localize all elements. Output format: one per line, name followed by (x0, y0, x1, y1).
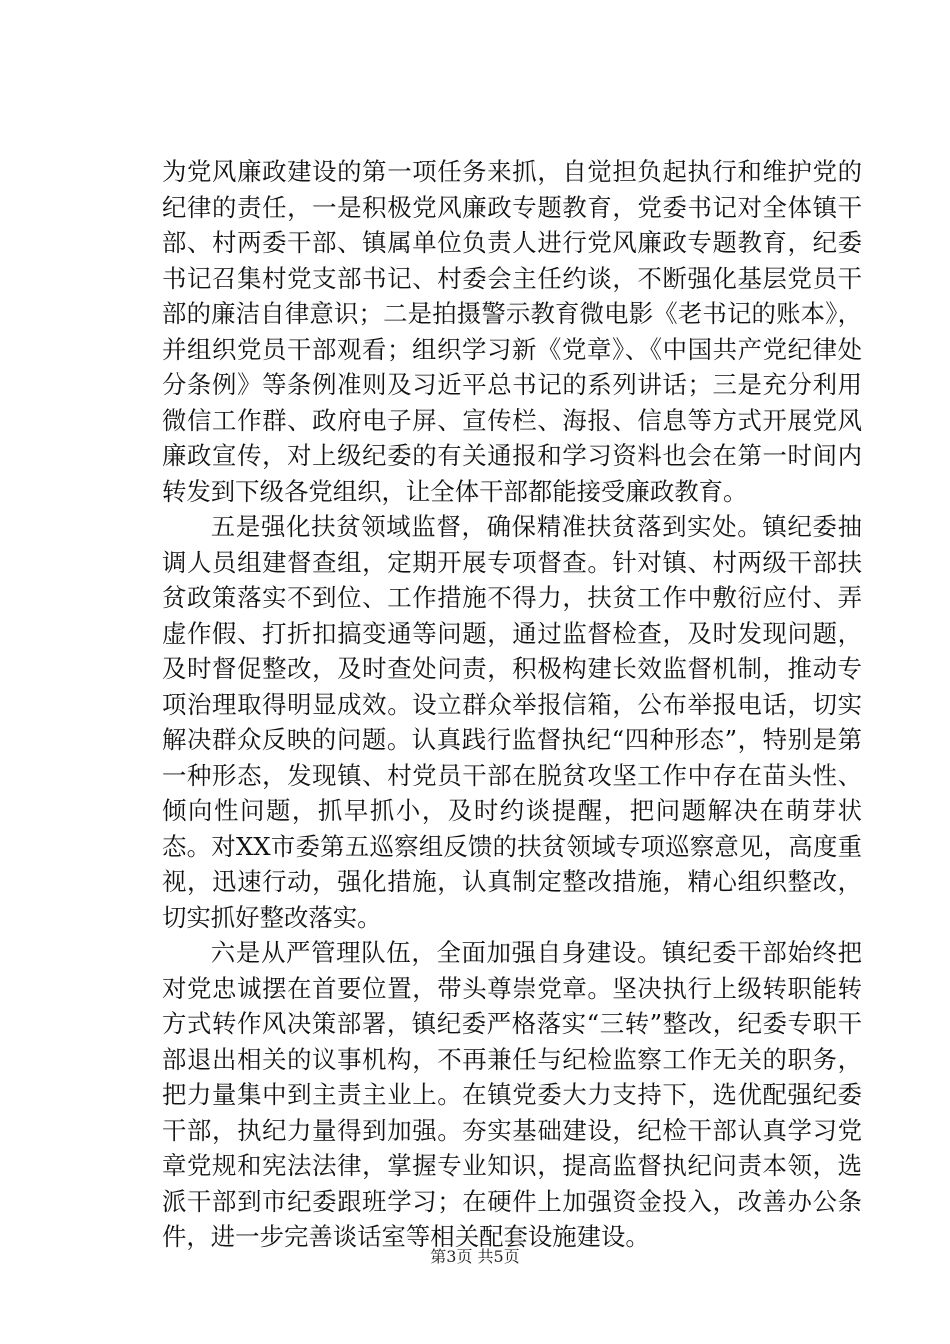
paragraph-continuation: 为党风廉政建设的第一项任务来抓，自觉担负起执行和维护党的纪律的责任，一是积极党风廉政专题教育，党委书记对全体镇干部、村两委干部、镇属单位负责人进行党风廉政专题教育，纪委书记召集村党支部书记、村委会主任约谈，不断强化基层党员干部的廉洁自律意识；二是拍摄警示教育微电影《老书记的账本》，并组织党员干部观看；组织学习新《党章》、《中国共产党纪律处分条例》等条例准则及习近平总书记的系列讲话；三是充分利用微信工作群、政府电子屏、宣传栏、海报、信息等方式开展党风廉政宣传，对上级纪委的有关通报和学习资料也会在第一时间内转发到下级各党组织，让全体干部都能接受廉政教育。 (162, 157, 862, 506)
paragraph-item-six: 六是从严管理队伍，全面加强自身建设。镇纪委干部始终把对党忠诚摆在首要位置，带头尊崇党章。坚决执行上级转职能转方式转作风决策部署，镇纪委严格落实“三转”整改，纪委专职干部退出相关的议事机构，不再兼任与纪检监察工作无关的职务，把力量集中到主责主业上。在镇党委大力支持下，选优配强纪委干部，执纪力量得到加强。夯实基础建设，纪检干部认真学习党章党规和宪法法律，掌握专业知识，提高监督执纪问责本领，选派干部到市纪委跟班学习；在硬件上加强资金投入，改善办公条件，进一步完善谈话室等相关配套设施建设。 (162, 938, 862, 1251)
paragraph-item-five: 五是强化扶贫领域监督，确保精准扶贫落到实处。镇纪委抽调人员组建督查组，定期开展专项督查。针对镇、村两级干部扶贫政策落实不到位、工作措施不得力，扶贫工作中敷衍应付、弄虚作假、打折扣搞变通等问题，通过监督检查，及时发现问题，及时督促整改，及时查处问责，积极构建长效监督机制，推动专项治理取得明显成效。设立群众举报信箱，公布举报电话，切实解决群众反映的问题。认真践行监督执纪“四种形态”，特别是第一种形态，发现镇、村党员干部在脱贫攻坚工作中存在苗头性、倾向性问题，抓早抓小，及时约谈提醒，把问题解决在萌芽状态。对XX市委第五巡察组反馈的扶贫领域专项巡察意见，高度重视，迅速行动，强化措施，认真制定整改措施，精心组织整改，切实抓好整改落实。 (162, 512, 862, 932)
document-body (162, 154, 862, 1255)
page-footer: 第3页 共5页 (430, 1247, 520, 1266)
